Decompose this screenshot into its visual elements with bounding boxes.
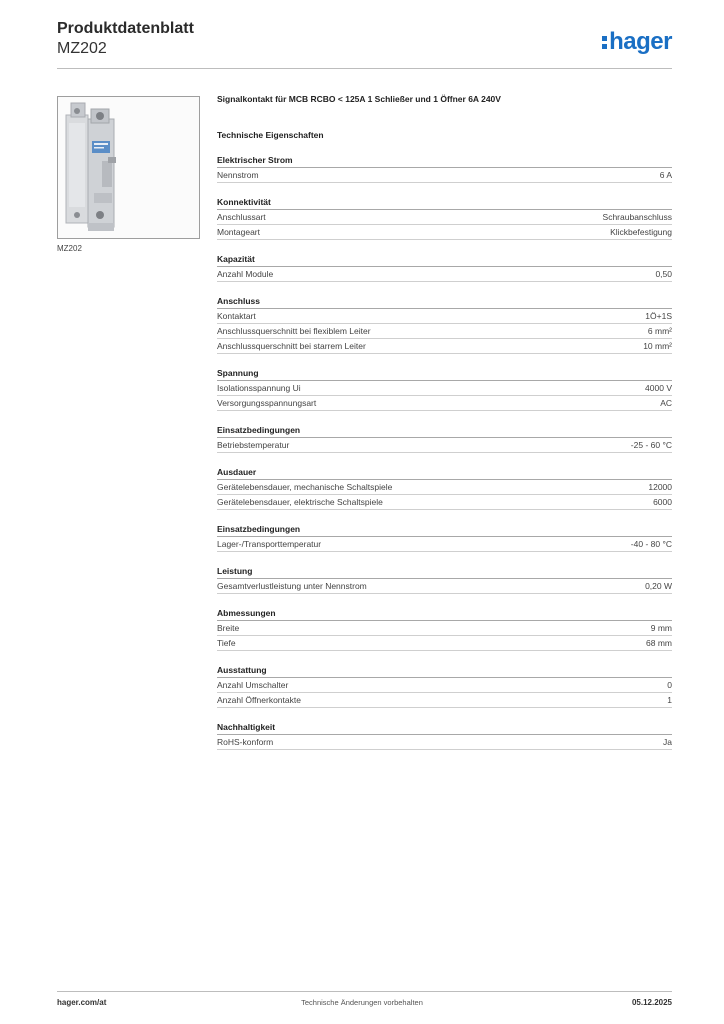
spec-value: Schraubanschluss	[602, 212, 672, 222]
spec-value: 10 mm²	[643, 341, 672, 351]
spec-label: Anzahl Öffnerkontakte	[217, 695, 301, 705]
spec-row	[217, 636, 672, 651]
spec-label: Montageart	[217, 227, 260, 237]
spec-value: -25 - 60 °C	[630, 440, 672, 450]
product-illustration	[58, 97, 199, 238]
spec-label: Betriebstemperatur	[217, 440, 290, 450]
spec-label: RoHS-konform	[217, 737, 274, 747]
logo-mark-icon	[602, 36, 607, 49]
spec-value: 4000 V	[645, 383, 672, 393]
spec-label: Versorgungsspannungsart	[217, 398, 317, 408]
spec-label: Anschlussquerschnitt bei flexiblem Leiter	[217, 326, 371, 336]
spec-row	[217, 735, 672, 750]
spec-group	[217, 366, 672, 411]
spec-value: 1Ö+1S	[645, 311, 672, 321]
spec-row	[217, 396, 672, 411]
spec-row	[217, 495, 672, 510]
spec-group-title: Elektrischer Strom	[217, 153, 672, 168]
spec-label: Anschlussquerschnitt bei starrem Leiter	[217, 341, 366, 351]
spec-row	[217, 339, 672, 354]
spec-group	[217, 564, 672, 594]
spec-row	[217, 267, 672, 282]
spec-row	[217, 225, 672, 240]
spec-label: Tiefe	[217, 638, 236, 648]
header-divider	[57, 68, 672, 69]
spec-row	[217, 537, 672, 552]
spec-row	[217, 693, 672, 708]
spec-row	[217, 210, 672, 225]
spec-label: Gerätelebensdauer, elektrische Schaltspiele	[217, 497, 383, 507]
spec-value: 12000	[648, 482, 672, 492]
spec-group	[217, 465, 672, 510]
spec-row	[217, 438, 672, 453]
spec-group	[217, 195, 672, 240]
spec-label: Kontaktart	[217, 311, 256, 321]
spec-value: -40 - 80 °C	[630, 539, 672, 549]
spec-group-title: Kapazität	[217, 252, 672, 267]
spec-group-title: Einsatzbedingungen	[217, 423, 672, 438]
spec-group	[217, 663, 672, 708]
footer-website[interactable]: hager.com/at	[57, 998, 107, 1007]
spec-row	[217, 678, 672, 693]
spec-value: AC	[660, 398, 672, 408]
spec-row	[217, 309, 672, 324]
spec-value: 1	[667, 695, 672, 705]
product-description: Signalkontakt für MCB RCBO < 125A 1 Schließer und 1 Öffner 6A 240V	[217, 94, 501, 104]
footer-date: 05.12.2025	[631, 998, 672, 1007]
spec-group-title: Abmessungen	[217, 606, 672, 621]
spec-label: Anschlussart	[217, 212, 266, 222]
spec-row	[217, 324, 672, 339]
spec-group-title: Ausstattung	[217, 663, 672, 678]
spec-value: 68 mm	[646, 638, 672, 648]
product-image	[57, 96, 200, 239]
spec-value: 0	[667, 680, 672, 690]
spec-row	[217, 579, 672, 594]
spec-group	[217, 294, 672, 354]
spec-group	[217, 606, 672, 651]
spec-group-title: Spannung	[217, 366, 672, 381]
spec-group	[217, 153, 672, 183]
spec-group	[217, 423, 672, 453]
spec-value: 6000	[653, 497, 672, 507]
spec-group-title: Anschluss	[217, 294, 672, 309]
spec-value: Ja	[663, 737, 672, 747]
spec-group-title: Nachhaltigkeit	[217, 720, 672, 735]
spec-group-title: Einsatzbedingungen	[217, 522, 672, 537]
spec-group	[217, 252, 672, 282]
spec-group-title: Ausdauer	[217, 465, 672, 480]
product-code: MZ202	[57, 40, 107, 57]
page-title: Produktdatenblatt	[57, 20, 194, 37]
spec-label: Breite	[217, 623, 240, 633]
spec-group	[217, 522, 672, 552]
spec-value: 0,20 W	[645, 581, 672, 591]
spec-label: Isolationsspannung Ui	[217, 383, 301, 393]
spec-label: Anzahl Umschalter	[217, 680, 289, 690]
logo-text: hager	[609, 28, 672, 55]
spec-row	[217, 168, 672, 183]
spec-value: 6 A	[659, 170, 672, 180]
spec-value: Klickbefestigung	[610, 227, 672, 237]
spec-label: Gerätelebensdauer, mechanische Schaltspiele	[217, 482, 393, 492]
spec-label: Gesamtverlustleistung unter Nennstrom	[217, 581, 367, 591]
spec-label: Anzahl Module	[217, 269, 274, 279]
spec-group-title: Leistung	[217, 564, 672, 579]
spec-groups	[217, 153, 672, 750]
spec-content	[217, 94, 672, 762]
spec-row	[217, 621, 672, 636]
spec-value: 9 mm	[650, 623, 672, 633]
spec-value: 0,50	[655, 269, 672, 279]
footer-divider	[57, 991, 672, 992]
image-caption: MZ202	[57, 244, 82, 253]
spec-group-title: Konnektivität	[217, 195, 672, 210]
spec-label: Lager-/Transporttemperatur	[217, 539, 322, 549]
hager-logo	[602, 28, 672, 56]
spec-row	[217, 480, 672, 495]
spec-group	[217, 720, 672, 750]
spec-value: 6 mm²	[647, 326, 672, 336]
section-heading: Technische Eigenschaften	[217, 130, 324, 140]
spec-label: Nennstrom	[217, 170, 259, 180]
footer-notice: Technische Änderungen vorbehalten	[301, 998, 423, 1007]
spec-row	[217, 381, 672, 396]
